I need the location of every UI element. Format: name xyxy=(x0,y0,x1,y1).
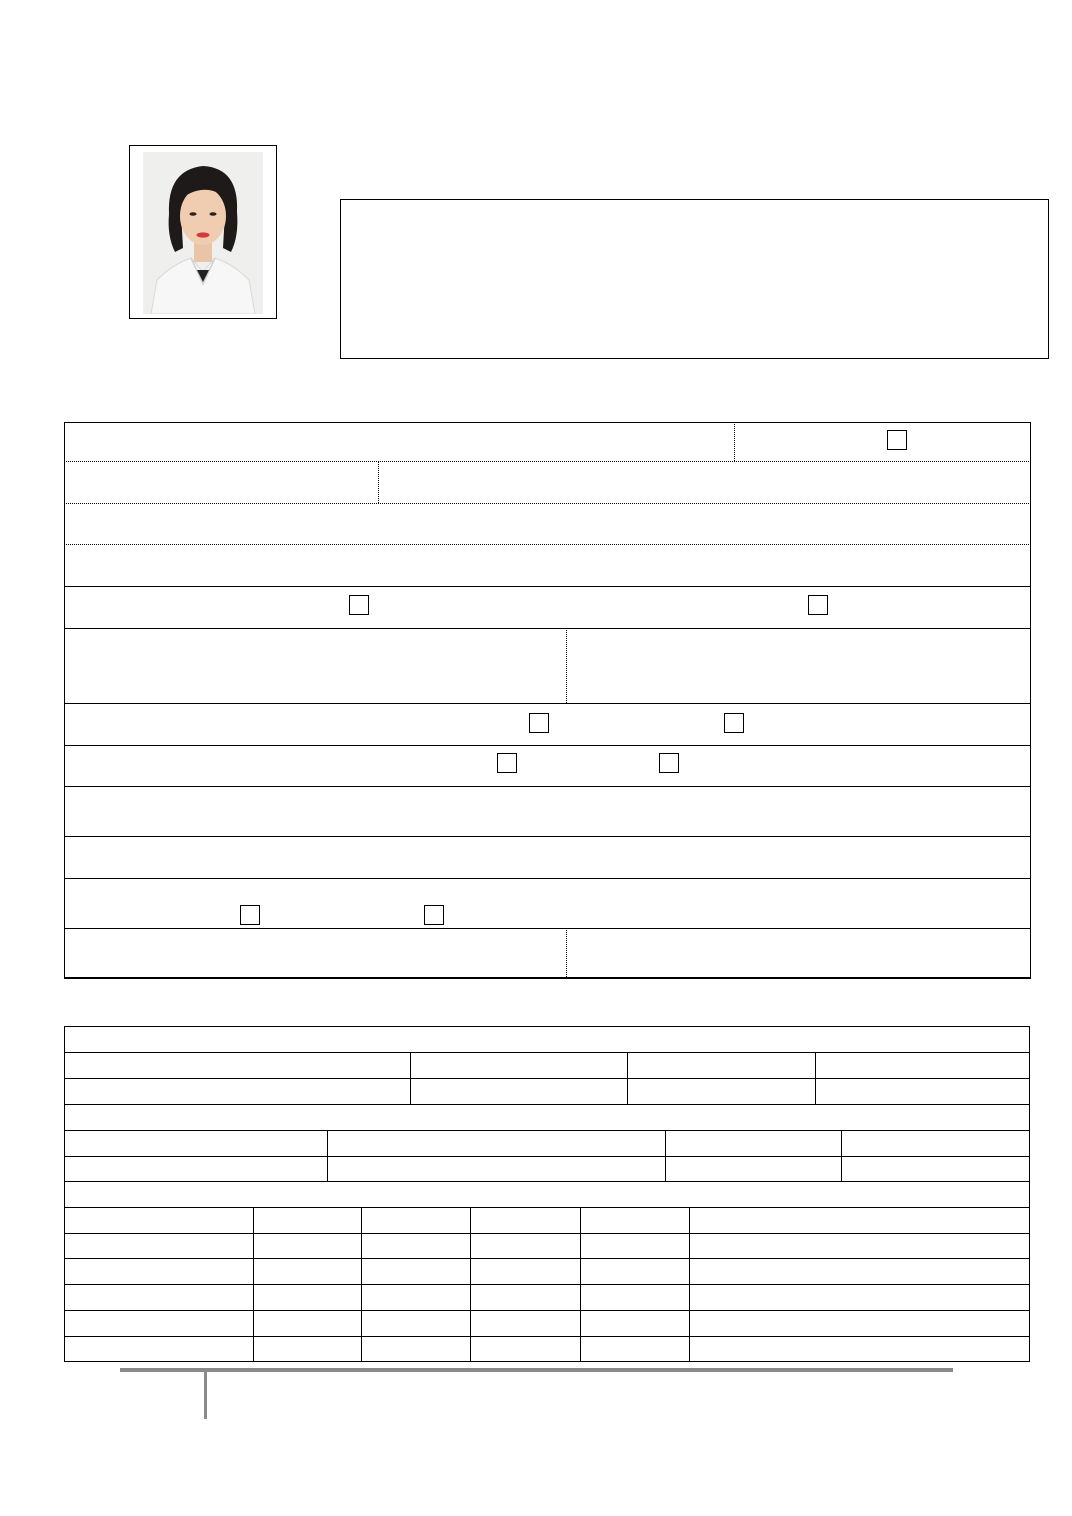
footer-rule-tick xyxy=(204,1372,207,1419)
checkbox-5[interactable] xyxy=(724,713,744,733)
table-row-line-12 xyxy=(64,1336,1030,1337)
personal-details-form xyxy=(64,422,1031,979)
row-line-9 xyxy=(64,836,1031,837)
table-col-a1 xyxy=(410,1052,411,1104)
table-row-line-11 xyxy=(64,1310,1030,1311)
table-col-c1 xyxy=(253,1207,254,1362)
checkbox-9[interactable] xyxy=(424,905,444,925)
row-line-5 xyxy=(64,628,1031,629)
row-line-10 xyxy=(64,878,1031,879)
table-row-line-7 xyxy=(64,1207,1030,1208)
table-row-line-5 xyxy=(64,1156,1030,1157)
table-col-c4 xyxy=(580,1207,581,1362)
portrait-photo xyxy=(143,152,263,314)
row-line-4 xyxy=(64,586,1031,587)
table-col-c3 xyxy=(470,1207,471,1362)
checkbox-1[interactable] xyxy=(887,430,907,450)
col-divider-row6 xyxy=(566,628,567,703)
table-row-line-10 xyxy=(64,1284,1030,1285)
checkbox-6[interactable] xyxy=(497,753,517,773)
table-row-line-9 xyxy=(64,1258,1030,1259)
table-col-c2 xyxy=(361,1207,362,1362)
form-outer-border xyxy=(64,422,1031,979)
table-row-line-1 xyxy=(64,1052,1030,1053)
table-col-c5 xyxy=(689,1207,690,1362)
row-line-2 xyxy=(64,503,1031,504)
table-col-a2 xyxy=(627,1052,628,1104)
portrait-icon xyxy=(143,152,263,314)
table-row-line-3 xyxy=(64,1104,1030,1105)
header-box xyxy=(340,199,1049,359)
table-row-line-2 xyxy=(64,1078,1030,1079)
col-divider-row2 xyxy=(378,461,379,503)
checkbox-2[interactable] xyxy=(349,595,369,615)
checkbox-8[interactable] xyxy=(240,905,260,925)
table-col-b2 xyxy=(665,1130,666,1181)
table-col-b3 xyxy=(841,1130,842,1181)
photo-frame xyxy=(129,145,277,319)
checkbox-4[interactable] xyxy=(529,713,549,733)
qualification-table xyxy=(64,1026,1030,1362)
col-divider-row12 xyxy=(566,928,567,979)
table-outer-border xyxy=(64,1026,1030,1362)
table-col-b1 xyxy=(327,1130,328,1181)
table-row-line-8 xyxy=(64,1233,1030,1234)
table-col-a3 xyxy=(815,1052,816,1104)
footer-rule xyxy=(120,1368,953,1372)
table-row-line-6 xyxy=(64,1181,1030,1182)
row-line-7 xyxy=(64,745,1031,746)
col-divider-row1 xyxy=(734,422,735,461)
checkbox-3[interactable] xyxy=(808,595,828,615)
checkbox-7[interactable] xyxy=(659,753,679,773)
row-line-1 xyxy=(64,461,1031,462)
row-line-6 xyxy=(64,703,1031,704)
row-line-8 xyxy=(64,786,1031,787)
row-line-3 xyxy=(64,544,1031,545)
row-line-11 xyxy=(64,928,1031,929)
table-row-line-4 xyxy=(64,1130,1030,1131)
